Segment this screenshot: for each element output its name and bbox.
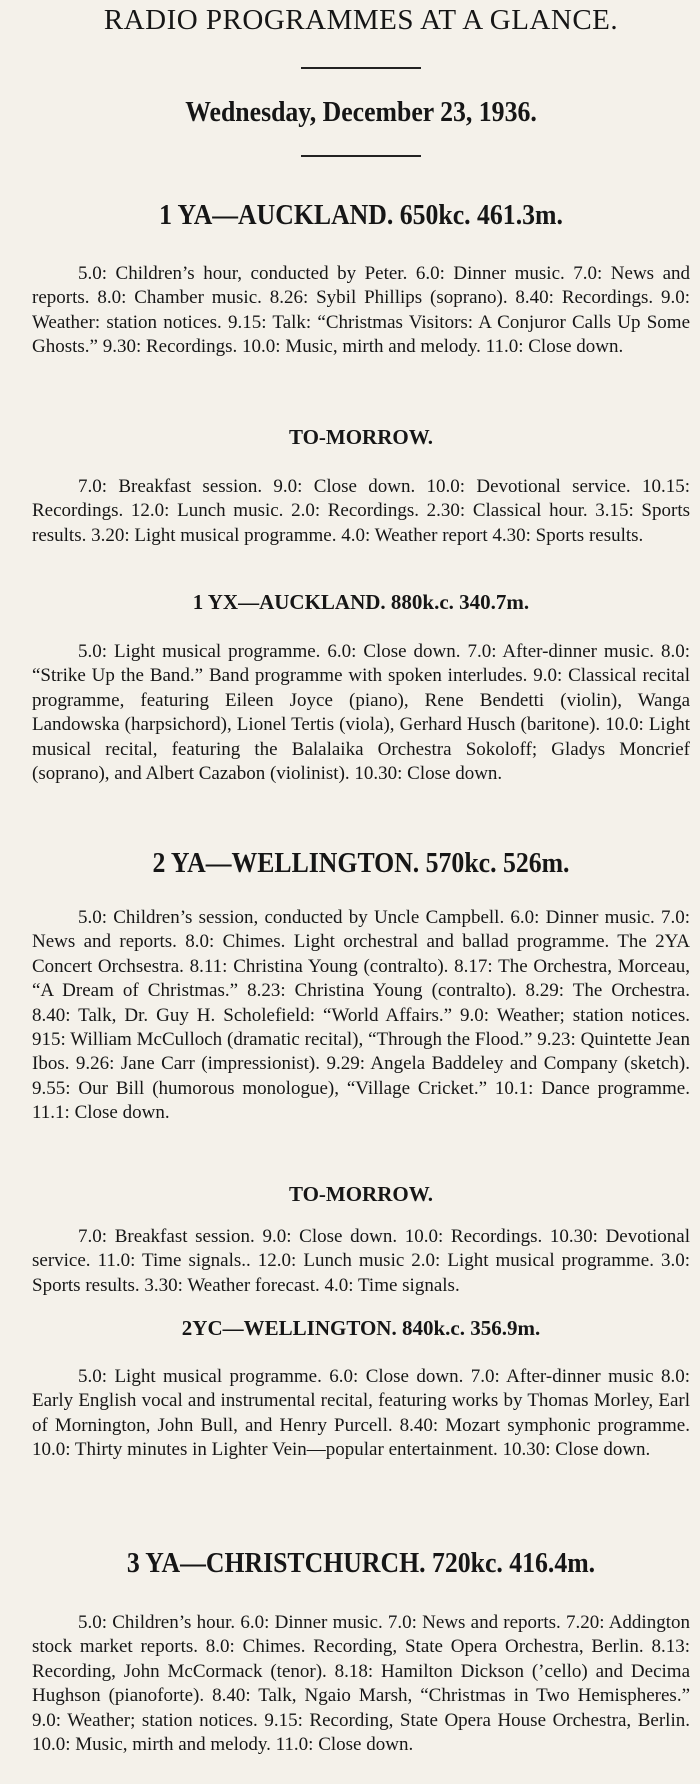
station-heading: 2 YA—WELLINGTON. 570kc. 526m.	[152, 848, 570, 879]
station-heading: 1 YX—AUCKLAND. 880k.c. 340.7m.	[192, 590, 530, 614]
station-heading: 1 YA—AUCKLAND. 650kc. 461.3m.	[159, 200, 563, 231]
title-rule	[301, 67, 421, 69]
issue-date: Wednesday, December 23, 1936.	[185, 97, 537, 128]
programme-today: 5.0: Children’s hour. 6.0: Dinner music. 7.0: News and reports. 7.20: Addington stock market reports. 8.0: Chimes. Recording, State Opera Orchestra, Berlin. 8.13: Recording, John McCormack (tenor). 8.18: Hamilton Dickson (’cello) and Decima Hughson (pianoforte). 8.40: Talk, Ngaio Marsh, “Christmas in Two Hemispheres.” 9.0: Weather; station notices. 9.15: Recording, State Opera House Orchestra, Berlin. 10.0: Music, mirth and melody. 11.0: Close down.	[32, 1612, 690, 1756]
programme-tomorrow: 7.0: Breakfast session. 9.0: Close down. 10.0: Recordings. 10.30: Devotional service. 11.0: Time signals.. 12.0: Lunch music 2.0: Light musical programme. 3.0: Sports results. 3.30: Weather forecast. 4.0: Time signals.	[32, 1226, 690, 1296]
station-heading: 2YC—WELLINGTON. 840k.c. 356.9m.	[181, 1316, 541, 1340]
programme-today: 5.0: Light musical programme. 6.0: Close down. 7.0: After-dinner music 8.0: Early English vocal and instrumental recital, featuring works by Thomas Morley, Earl of Mornington, John Bull, and Henry Purcell. 8.40: Mozart symphonic programme. 10.0: Thirty minutes in Lighter Vein—popular entertainment. 10.30: Close down.	[32, 1366, 690, 1461]
tomorrow-heading: TO-MORROW.	[288, 425, 434, 449]
tomorrow-heading: TO-MORROW.	[288, 1182, 434, 1206]
section-2yc	[32, 1316, 690, 1341]
programme-tomorrow: 7.0: Breakfast session. 9.0: Close down. 10.0: Devotional service. 10.15: Recordings. 12.0: Lunch music. 2.0: Recordings. 2.30: Classical hour. 3.15: Sports results. 3.20: Light musical programme. 4.0: Weather report 4.30: Sports results.	[32, 476, 690, 546]
programme-today: 5.0: Light musical programme. 6.0: Close down. 7.0: After-dinner music. 8.0: “Strike Up the Band.” Band programme with spoken interludes. 9.0: Classical recital programme, featuring Eileen Joyce (piano), Rene Bendetti (violin), Wanga Landowska (harpsichord), Lionel Tertis (viola), Gerhard Husch (baritone). 10.0: Light musical recital, featuring the Balalaika Orchestra Sokoloff; Gladys Moncrief (soprano), and Albert Cazabon (violinist). 10.30: Close down.	[32, 641, 690, 785]
section-2ya	[32, 848, 690, 880]
section-1yx	[32, 590, 690, 615]
section-3ya	[32, 1548, 690, 1580]
section-1ya	[32, 200, 690, 232]
date-rule	[301, 155, 421, 157]
station-heading: 3 YA—CHRISTCHURCH. 720kc. 416.4m.	[126, 1548, 596, 1579]
programme-today: 5.0: Children’s hour, conducted by Peter. 6.0: Dinner music. 7.0: News and reports. 8.0: Chamber music. 8.26: Sybil Phillips (soprano). 8.40: Recordings. 9.0: Weather: station notices. 9.15: Talk: “Christmas Visitors: A Conjuror Calls Up Some Ghosts.” 9.30: Recordings. 10.0: Music, mirth and melody. 11.0: Close down.	[32, 263, 690, 358]
page-title: RADIO PROGRAMMES AT A GLANCE.	[103, 4, 619, 36]
programme-today: 5.0: Children’s session, conducted by Uncle Campbell. 6.0: Dinner music. 7.0: News and reports. 8.0: Chimes. Light orchestral and ballad programme. The 2YA Concert Orchsestra. 8.11: Christina Young (contralto). 8.17: The Orchestra, Morceau, “A Dream of Christmas.” 8.23: Christina Young (contralto). 8.29: The Orchestra. 8.40: Talk, Dr. Guy H. Scholefield: “World Affairs.” 9.0: Weather; station notices. 915: William McCulloch (dramatic recital), “Through the Flood.” 9.23: Quintette Jean Ibos. 9.26: Jane Carr (impressionist). 9.29: Angela Baddeley and Company (sketch). 9.55: Our Bill (humorous monologue), “Village Cricket.” 10.1: Dance programme. 11.1: Close down.	[32, 907, 690, 1124]
